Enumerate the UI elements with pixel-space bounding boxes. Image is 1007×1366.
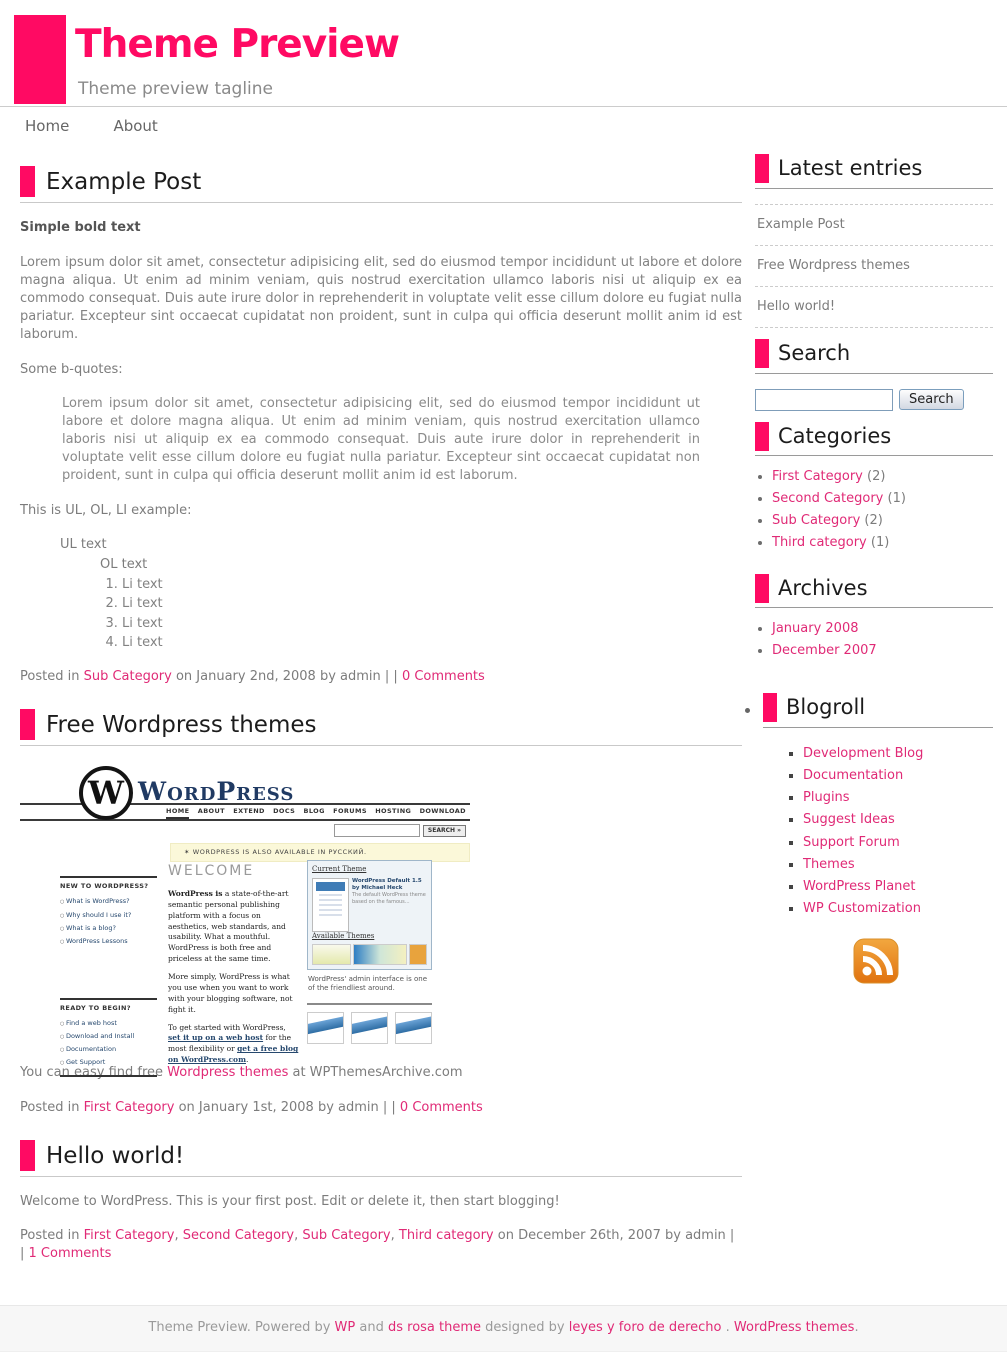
nav-item-home[interactable]: Home: [25, 117, 70, 135]
wp-left-list: [60, 897, 157, 945]
wp-para-text: for the most flexibility or: [168, 1033, 292, 1054]
wp-left-link: ○ Download and Install: [60, 1032, 157, 1041]
wp-left-link: ○ Documentation: [60, 1045, 157, 1054]
list-item: [803, 745, 993, 763]
heading-accent-bar: [20, 709, 35, 740]
divider: [60, 1075, 157, 1077]
wp-left-link: ○ Why should I use it?: [60, 911, 157, 920]
post-meta: [20, 668, 742, 686]
wp-theme-subtitle: The default WordPress theme based on the famous...: [351, 892, 426, 906]
post-title-example-post[interactable]: [20, 165, 742, 203]
wp-available-themes-label: Available Themes: [312, 932, 375, 941]
wp-nav-download: DOWNLOAD: [419, 807, 466, 816]
site-header: [0, 0, 1007, 107]
category-link[interactable]: Third category: [398, 1228, 494, 1244]
wp-webhost-link: set it up on a web host: [168, 1033, 264, 1043]
widget-search: [755, 338, 993, 410]
list-item: [772, 490, 993, 508]
post-example-post: [20, 165, 742, 686]
post-meta: [20, 1099, 742, 1117]
wp-para-bold: WordPress is: [168, 888, 223, 898]
blogroll-link[interactable]: Plugins: [803, 790, 850, 806]
wp-para-text: To get started with WordPress,: [168, 1022, 286, 1032]
wp-admin-caption: WordPress' admin interface is one of the friendliest around.: [308, 974, 428, 993]
wp-theme-title: WordPress Default 1.5 by Michael Heck: [351, 878, 422, 892]
meta-text: Posted in: [20, 1099, 84, 1115]
heading-accent-bar: [755, 154, 769, 183]
archive-link[interactable]: December 2007: [772, 643, 877, 659]
wp-thumbnail: [351, 1012, 388, 1044]
meta-text: on December 26th, 2007 by admin | |: [20, 1228, 735, 1262]
categories-list: [755, 468, 993, 553]
footer-wp-link[interactable]: WP: [334, 1320, 356, 1336]
heading-accent-bar: [20, 166, 35, 197]
heading-accent-bar: [763, 693, 777, 722]
category-link[interactable]: Third category: [772, 535, 867, 551]
list-item: 3. Li text: [122, 615, 742, 633]
widget-categories: [755, 421, 993, 553]
site-logo: [14, 15, 66, 104]
widget-title: Archives: [778, 575, 868, 600]
meta-text: Posted in: [20, 1228, 84, 1244]
wp-freeblog-link: get a free blog on WordPress.com: [168, 1044, 299, 1065]
widget-latest-entries: [755, 153, 993, 328]
footer-theme-link[interactable]: ds rosa theme: [387, 1320, 482, 1336]
wp-theme-strip: [312, 944, 427, 965]
post-paragraph: Welcome to WordPress. This is your first post. Edit or delete it, then start blogging!: [20, 1193, 560, 1209]
footer-text: .: [854, 1320, 859, 1336]
blogroll-link[interactable]: Support Forum: [803, 834, 900, 850]
category-count: (2): [867, 468, 886, 484]
wp-nav-about: ABOUT: [197, 807, 225, 816]
latest-entry-link[interactable]: Free Wordpress themes: [757, 257, 910, 273]
widget-title: Categories: [778, 423, 892, 448]
post-blockquote: Lorem ipsum dolor sit amet, consectetur adipisicing elit, sed do eiusmod tempor incididunt ut labore et dolore magna aliqua. Ut enim ad minim veniam, quis nostrud exercitation ullamco laboris nisi ut aliquip ex ea commodo consequat. Duis aute irure dolor in reprehenderit in voluptate velit esse cillum dolore eu fugiat nulla pariatur. Excepteur sint occaecat cupidatat non proident, sunt in culpa qui officia deserunt mollit anim id est laborum.: [62, 395, 700, 484]
category-link[interactable]: First Category: [772, 468, 863, 484]
ordered-list: [100, 576, 742, 652]
heading-accent-bar: [755, 574, 769, 603]
wp-theme-column: [307, 860, 432, 1043]
category-count: (1): [870, 535, 890, 551]
list-item: [803, 900, 993, 918]
search-button[interactable]: Search: [899, 389, 964, 410]
footer-text: .: [721, 1320, 734, 1336]
wordpress-screenshot-image[interactable]: [20, 764, 470, 1067]
archives-list: [755, 620, 993, 660]
list-item: 2. Li text: [122, 595, 742, 613]
list-item: [803, 834, 993, 852]
latest-entries-heading: [755, 153, 993, 188]
wp-para-text: .: [246, 1055, 249, 1065]
widget-title: Search: [778, 341, 851, 366]
list-item: [803, 789, 993, 807]
wp-thumbnail: [307, 1012, 344, 1044]
rss-feed-icon[interactable]: [853, 938, 899, 984]
heading-accent-bar: [755, 339, 769, 368]
footer-text: Theme Preview. Powered by: [148, 1320, 335, 1336]
footer-designer-link[interactable]: leyes y foro de derecho: [568, 1320, 722, 1336]
post-paragraph: Lorem ipsum dolor sit amet, consectetur adipisicing elit, sed do eiusmod tempor incididunt ut labore et dolore magna aliqua. Ut enim ad minim veniam, quis nostrud exercitation ullamco laboris nisi ut aliquip ex ea commodo consequat. Duis aute irure dolor in reprehenderit in voluptate velit esse cillum dolore eu fugiat nulla pariatur. Excepteur sint occaecat cupidatat non proident, sunt in culpa qui officia deserunt mollit anim id est laborum.: [20, 254, 742, 343]
ol-text-item: OL text: [100, 557, 148, 572]
categories-heading: [755, 421, 993, 456]
nav-item-about[interactable]: About: [113, 117, 158, 135]
wp-left-column: [60, 876, 157, 1077]
bold-text-line: Simple bold text: [20, 220, 141, 236]
footer-text: and: [355, 1320, 388, 1336]
list-item: [803, 767, 993, 785]
wp-search: [334, 824, 466, 837]
post-title-text: Hello world!: [46, 1142, 185, 1169]
blogroll-link[interactable]: WordPress Planet: [803, 878, 916, 894]
latest-entry-link[interactable]: Hello world!: [757, 298, 836, 314]
blogroll-link[interactable]: Development Blog: [803, 745, 924, 761]
list-item: [755, 246, 993, 287]
category-link[interactable]: Second Category: [772, 491, 884, 507]
list-item: 1. Li text: [122, 576, 742, 594]
wp-search-button: SEARCH »: [423, 825, 466, 837]
list-item: [772, 512, 993, 530]
caption-text: You can easy find free: [20, 1065, 168, 1081]
wp-nav-hosting: HOSTING: [375, 807, 412, 816]
search-heading: [755, 338, 993, 373]
meta-text: ,: [174, 1228, 183, 1244]
ul-text-item: UL text: [60, 536, 107, 552]
list-item: [803, 811, 993, 829]
site-tagline: Theme preview tagline: [78, 79, 274, 99]
list-item: [755, 205, 993, 246]
post-hello-world: [20, 1139, 742, 1264]
post-free-wordpress-themes: [20, 708, 742, 1117]
bquote-intro: Some b-quotes:: [20, 361, 123, 377]
divider: [307, 1003, 432, 1005]
list-item: [803, 856, 993, 874]
category-link[interactable]: Sub Category: [302, 1228, 391, 1244]
footer-wpthemes-link[interactable]: WordPress themes: [733, 1320, 855, 1336]
blogroll-link[interactable]: Suggest Ideas: [803, 812, 895, 828]
category-count: (2): [864, 513, 883, 529]
wp-left-link: ○ What is WordPress?: [60, 897, 157, 906]
list-item: [772, 620, 993, 638]
list-item: [772, 468, 993, 486]
list-item: [772, 642, 993, 660]
wp-search-input: [334, 824, 420, 837]
list-item: 4. Li text: [122, 634, 742, 652]
divider: [20, 819, 470, 821]
blogroll-heading: [763, 692, 993, 727]
widget-archives: [755, 573, 993, 661]
latest-entries-list: [755, 204, 993, 329]
site-title[interactable]: Theme Preview: [75, 22, 400, 67]
post-title-free-wordpress-themes[interactable]: [20, 708, 742, 746]
category-link[interactable]: Sub Category: [772, 513, 861, 529]
site-footer: [0, 1305, 1007, 1351]
blogroll-link[interactable]: WP Customization: [803, 901, 921, 917]
post-title-hello-world[interactable]: [20, 1139, 742, 1177]
widget-title: Latest entries: [778, 156, 923, 181]
blogroll-link[interactable]: Documentation: [803, 768, 904, 784]
comments-link[interactable]: 1 Comments: [28, 1246, 112, 1262]
footer-text: designed by: [481, 1320, 569, 1336]
wp-nav: [166, 807, 466, 819]
widget-title: Blogroll: [786, 695, 866, 720]
category-count: (1): [887, 491, 906, 507]
blogroll-link[interactable]: Themes: [803, 856, 855, 872]
comments-link[interactable]: 0 Comments: [399, 1099, 483, 1115]
search-input[interactable]: [755, 389, 893, 411]
wp-left-heading: READY TO BEGIN?: [60, 998, 157, 1013]
wp-nav-forums: FORUMS: [333, 807, 367, 816]
wp-left-link: ○ Get Support: [60, 1058, 157, 1067]
post-title-text: Example Post: [46, 169, 202, 196]
category-link[interactable]: First Category: [83, 1228, 175, 1244]
list-intro: This is UL, OL, LI example:: [20, 502, 192, 518]
caption-text: at WPThemesArchive.com: [288, 1065, 463, 1081]
post-title-text: Free Wordpress themes: [46, 712, 317, 739]
meta-text: ,: [390, 1228, 399, 1244]
wp-left-link: ○ What is a blog?: [60, 924, 157, 933]
wp-language-notice: ✶ WORDPRESS IS ALSO AVAILABLE IN РУССКИЙ.: [170, 843, 470, 862]
heading-accent-bar: [755, 422, 769, 451]
latest-entry-link[interactable]: Example Post: [757, 216, 845, 232]
wp-current-theme-box: [307, 860, 432, 970]
wp-left-link: ○ Find a web host: [60, 1019, 157, 1028]
wp-nav-extend: EXTEND: [233, 807, 265, 816]
category-link[interactable]: Second Category: [182, 1228, 295, 1244]
meta-text: on January 1st, 2008 by admin | |: [174, 1099, 400, 1115]
wp-nav-docs: DOCS: [273, 807, 296, 816]
bottom-spacer: [0, 1352, 1007, 1366]
post-meta: [20, 1227, 742, 1263]
list-item: [772, 534, 993, 552]
page-body: [0, 143, 1007, 1279]
meta-text: on January 2nd, 2008 by admin | |: [171, 668, 402, 684]
wordpress-logotype: WordPress: [138, 777, 295, 807]
wp-para-text: a state-of-the-art semantic personal publishing platform with a focus on aesthetics, web standards, and usability. What a mouthful. WordPress is both free and priceless at the same time.: [168, 888, 289, 964]
bullet-icon: [745, 708, 750, 713]
wp-left-link: ○ WordPress Lessons: [60, 937, 157, 946]
wp-left-heading: NEW TO WORDPRESS?: [60, 876, 157, 891]
wp-current-theme-label: Current Theme: [312, 865, 367, 874]
list-item: [755, 287, 993, 328]
widget-blogroll: [755, 692, 993, 984]
wp-admin-thumbnail: [312, 878, 349, 932]
blogroll-list: [803, 745, 993, 919]
wp-nav-home: HOME: [166, 807, 189, 819]
wp-left-list: [60, 1019, 157, 1067]
wp-thumbnail: [395, 1012, 432, 1044]
main-content: [20, 143, 742, 1279]
wp-welcome-column: [168, 862, 300, 1073]
archive-link[interactable]: January 2008: [772, 621, 859, 637]
category-link[interactable]: Sub Category: [83, 668, 172, 684]
wp-welcome-heading: WELCOME: [168, 863, 255, 880]
comments-link[interactable]: 0 Comments: [401, 668, 485, 684]
wordpress-logo-icon: W: [79, 766, 133, 820]
meta-text: Posted in: [20, 668, 84, 684]
list-item: [803, 878, 993, 896]
wordpress-themes-link[interactable]: Wordpress themes: [167, 1065, 289, 1081]
main-nav: [0, 107, 1007, 143]
wp-thumbnails-row: [307, 1012, 432, 1044]
wp-nav-blog: BLOG: [303, 807, 325, 816]
archives-heading: [755, 573, 993, 608]
wp-para-text: More simply, WordPress is what you use when you want to work with your blogging software, not fight it.: [168, 972, 293, 1014]
heading-accent-bar: [20, 1140, 35, 1171]
meta-text: ,: [294, 1228, 303, 1244]
sidebar: [755, 143, 993, 984]
category-link[interactable]: First Category: [83, 1099, 175, 1115]
